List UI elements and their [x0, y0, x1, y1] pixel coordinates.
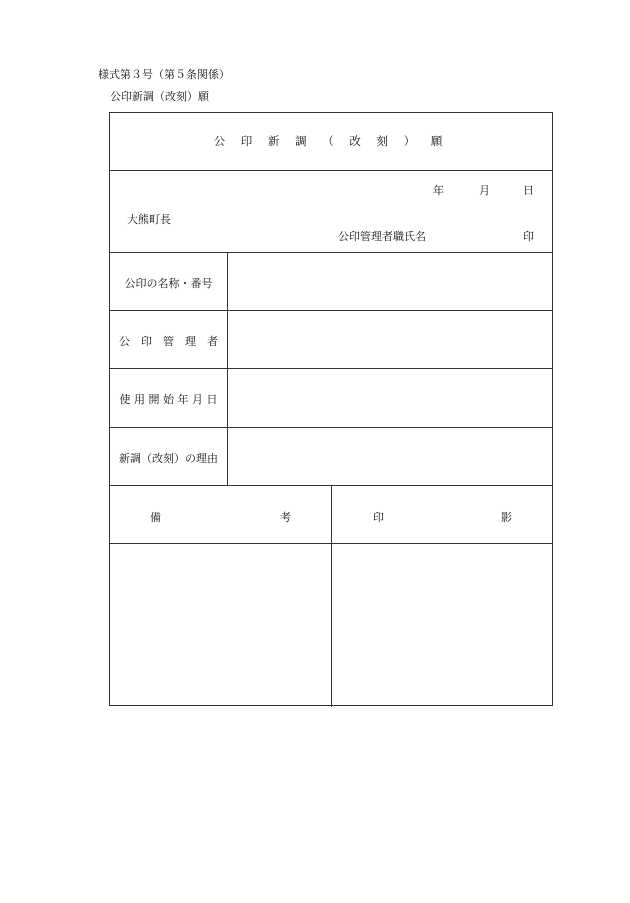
- seal-impression-heading-left: 印: [373, 511, 384, 524]
- date-line: [433, 182, 534, 198]
- field-start-date[interactable]: [228, 369, 552, 427]
- row-label-reason: 新調（改刻）の理由: [119, 452, 218, 465]
- field-seal-name[interactable]: [228, 253, 552, 310]
- addressee: 大熊町長: [127, 213, 171, 226]
- field-reason[interactable]: [228, 428, 552, 485]
- seal-impression-box[interactable]: [332, 544, 552, 706]
- remarks-box[interactable]: [110, 544, 331, 706]
- form-title: 公 印 新 調 （ 改 刻 ） 願: [213, 134, 449, 148]
- date-year-label: 年: [433, 184, 444, 197]
- row-label-start-date: 使 用 開 始 年 月 日: [119, 393, 218, 406]
- seal-mark: 印: [523, 230, 534, 243]
- remarks-heading-left: 備: [150, 511, 161, 524]
- seal-impression-heading-right: 影: [501, 511, 512, 524]
- field-seal-manager[interactable]: [228, 311, 552, 368]
- row-label-seal-manager: 公 印 管 理 者: [119, 335, 218, 348]
- form-subtitle: 公印新調（改刻）願: [110, 90, 209, 103]
- row-label-seal-name: 公印の名称・番号: [124, 277, 213, 290]
- application-form: [109, 112, 553, 706]
- date-month-label: 月: [479, 184, 490, 197]
- divider: [110, 170, 552, 171]
- remarks-heading-right: 考: [280, 511, 291, 524]
- date-day-label: 日: [523, 184, 534, 197]
- form-number: 様式第３号（第５条関係）: [98, 68, 230, 81]
- applicant-label: 公印管理者職氏名: [338, 230, 426, 243]
